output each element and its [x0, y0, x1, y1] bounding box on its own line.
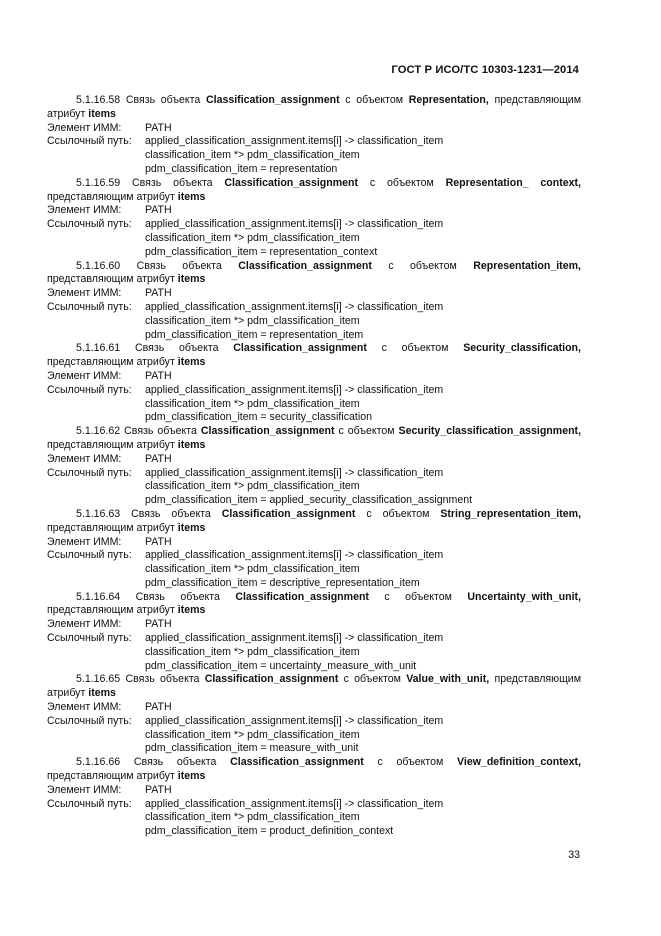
- clause-number: 5.1.16.62: [76, 425, 121, 438]
- entry-heading: [47, 508, 581, 536]
- reference-path-label: Ссылочный путь:: [47, 549, 132, 562]
- source-entity: Classification_assignment: [224, 176, 359, 189]
- aim-element-value: PATH: [145, 452, 172, 465]
- reference-path-line: pdm_classification_item = applied_security_classification_assignment: [145, 494, 473, 507]
- aim-element-row: [47, 701, 581, 715]
- mapping-entries: [47, 94, 581, 839]
- entry-heading: [47, 673, 581, 701]
- heading-text: с объектом: [388, 259, 457, 272]
- aim-element-value: PATH: [145, 121, 172, 134]
- reference-path-label: Ссылочный путь:: [47, 383, 132, 396]
- reference-path-row: [47, 549, 581, 563]
- reference-path-label: Ссылочный путь:: [47, 300, 132, 313]
- aim-element-label: Элемент ИММ:: [47, 204, 122, 217]
- aim-element-value: PATH: [145, 701, 172, 714]
- reference-path-line: applied_classification_assignment.items[i] -> classification_item: [145, 714, 444, 727]
- mapping-entry: [47, 591, 581, 674]
- source-entity: Classification_assignment: [204, 673, 339, 686]
- reference-path-row: [47, 715, 581, 729]
- reference-path-line: pdm_classification_item = security_classification: [145, 411, 372, 424]
- aim-element-value: PATH: [145, 287, 172, 300]
- mapping-entry: [47, 342, 581, 425]
- reference-path-row: [47, 218, 581, 232]
- aim-element-row: [47, 618, 581, 632]
- source-entity: Classification_assignment: [230, 756, 364, 769]
- reference-path-line: pdm_classification_item = representation_item: [145, 328, 364, 341]
- aim-element-value: PATH: [145, 618, 172, 631]
- heading-text: Связь объекта: [136, 259, 222, 272]
- reference-path-label: Ссылочный путь:: [47, 218, 132, 231]
- target-entity: String_representation_item,: [440, 507, 582, 520]
- heading-text: представляющим атрибут: [47, 770, 175, 783]
- target-entity: Representation,: [408, 94, 489, 106]
- attribute-name: items: [177, 604, 206, 617]
- heading-text: представляющим атрибут: [47, 356, 175, 369]
- attribute-name: items: [177, 438, 206, 451]
- heading-text: представляющим атрибут: [47, 190, 175, 203]
- reference-path-line: classification_item *> pdm_classification_item: [145, 231, 360, 244]
- heading-text: представляющим атрибут: [47, 94, 582, 120]
- target-entity: Value_with_unit,: [406, 673, 490, 686]
- mapping-entry: [47, 673, 581, 756]
- clause-number: 5.1.16.65: [76, 673, 121, 686]
- reference-path-line: classification_item *> pdm_classification_item: [145, 563, 360, 576]
- heading-text: с объектом: [338, 425, 395, 438]
- clause-number: 5.1.16.63: [76, 507, 121, 520]
- clause-number: 5.1.16.59: [76, 176, 121, 189]
- aim-element-row: [47, 536, 581, 550]
- mapping-entry: [47, 425, 581, 508]
- source-entity: Classification_assignment: [200, 425, 335, 438]
- page-number: 33: [568, 849, 580, 861]
- heading-text: представляющим атрибут: [47, 438, 175, 451]
- clause-number: 5.1.16.66: [76, 756, 121, 769]
- reference-path-line: classification_item *> pdm_classification_item: [145, 397, 360, 410]
- reference-path-line: pdm_classification_item = representation_context: [145, 245, 378, 258]
- mapping-entry: [47, 260, 581, 343]
- reference-path-line: classification_item *> pdm_classification_item: [145, 728, 360, 741]
- aim-element-row: [47, 287, 581, 301]
- heading-text: с объектом: [366, 507, 430, 520]
- heading-text: Связь объекта: [125, 673, 200, 686]
- source-entity: Classification_assignment: [238, 259, 372, 272]
- page-header: ГОСТ Р ИСО/ТС 10303-1231—2014: [391, 64, 579, 76]
- reference-path-label: Ссылочный путь:: [47, 466, 132, 479]
- mapping-entry: [47, 508, 581, 591]
- reference-path-label: Ссылочный путь:: [47, 714, 132, 727]
- aim-element-label: Элемент ИММ:: [47, 701, 122, 714]
- attribute-name: items: [88, 107, 116, 120]
- source-entity: Classification_assignment: [233, 342, 367, 355]
- heading-text: с объектом: [369, 176, 434, 189]
- reference-path-line: classification_item *> pdm_classification_item: [145, 811, 360, 824]
- reference-path-line: applied_classification_assignment.items[i] -> classification_item: [145, 218, 444, 231]
- entry-heading: [47, 94, 581, 122]
- attribute-name: items: [88, 687, 116, 700]
- mapping-entry: [47, 756, 581, 839]
- target-entity: Representation_ context,: [445, 176, 581, 189]
- reference-path-line: classification_item *> pdm_classification_item: [145, 480, 360, 493]
- attribute-name: items: [177, 770, 206, 783]
- reference-path-line: pdm_classification_item = representation: [145, 162, 338, 175]
- reference-path-line: pdm_classification_item = product_definition_context: [145, 825, 394, 838]
- heading-text: Связь объекта: [133, 756, 217, 769]
- heading-text: Связь объекта: [134, 342, 219, 355]
- entry-heading: [47, 756, 581, 784]
- entry-heading: [47, 342, 581, 370]
- heading-text: Связь объекта: [124, 425, 197, 438]
- reference-path-line: applied_classification_assignment.items[i] -> classification_item: [145, 797, 444, 810]
- entry-heading: [47, 591, 581, 619]
- reference-path-line: applied_classification_assignment.items[i] -> classification_item: [145, 383, 444, 396]
- aim-element-row: [47, 453, 581, 467]
- heading-text: с объектом: [384, 590, 452, 603]
- reference-path-line: applied_classification_assignment.items[i] -> classification_item: [145, 549, 444, 562]
- reference-path-line: pdm_classification_item = uncertainty_measure_with_unit: [145, 659, 417, 672]
- reference-path-row: [47, 798, 581, 812]
- aim-element-label: Элемент ИММ:: [47, 452, 122, 465]
- reference-path-line: applied_classification_assignment.items[i] -> classification_item: [145, 632, 444, 645]
- entry-heading: [47, 425, 581, 453]
- attribute-name: items: [177, 356, 206, 369]
- heading-text: Связь объекта: [125, 94, 201, 106]
- heading-text: Связь объекта: [131, 507, 211, 520]
- aim-element-label: Элемент ИММ:: [47, 369, 122, 382]
- reference-path-line: applied_classification_assignment.items[i] -> classification_item: [145, 466, 444, 479]
- reference-path-line: classification_item *> pdm_classification_item: [145, 149, 360, 162]
- clause-number: 5.1.16.60: [76, 259, 121, 272]
- aim-element-label: Элемент ИММ:: [47, 783, 122, 796]
- reference-path-line: classification_item *> pdm_classification_item: [145, 645, 360, 658]
- target-entity: Security_classification_assignment,: [398, 425, 582, 438]
- reference-path-line: applied_classification_assignment.items[i] -> classification_item: [145, 135, 444, 148]
- reference-path-line: classification_item *> pdm_classification_item: [145, 314, 360, 327]
- heading-text: Связь объекта: [132, 176, 213, 189]
- reference-path-row: [47, 384, 581, 398]
- heading-text: с объектом: [381, 342, 449, 355]
- document-body: [47, 94, 581, 839]
- heading-text: представляющим атрибут: [47, 604, 175, 617]
- attribute-name: items: [177, 190, 206, 203]
- target-entity: Uncertainty_with_unit,: [467, 590, 582, 603]
- target-entity: View_definition_context,: [457, 756, 582, 769]
- aim-element-label: Элемент ИММ:: [47, 287, 122, 300]
- clause-number: 5.1.16.58: [76, 94, 121, 106]
- aim-element-value: PATH: [145, 369, 172, 382]
- heading-text: с объектом: [345, 94, 404, 106]
- aim-element-row: [47, 122, 581, 136]
- mapping-entry: [47, 94, 581, 177]
- target-entity: Representation_item,: [473, 259, 581, 272]
- aim-element-value: PATH: [145, 783, 172, 796]
- reference-path-line: pdm_classification_item = measure_with_unit: [145, 742, 359, 755]
- reference-path-label: Ссылочный путь:: [47, 797, 132, 810]
- entry-heading: [47, 260, 581, 288]
- reference-path-row: [47, 301, 581, 315]
- reference-path-row: [47, 632, 581, 646]
- clause-number: 5.1.16.61: [76, 342, 121, 355]
- aim-element-value: PATH: [145, 535, 172, 548]
- reference-path-line: applied_classification_assignment.items[i] -> classification_item: [145, 300, 444, 313]
- heading-text: Связь объекта: [135, 590, 220, 603]
- aim-element-label: Элемент ИММ:: [47, 535, 122, 548]
- entry-heading: [47, 177, 581, 205]
- heading-text: с объектом: [343, 673, 401, 686]
- source-entity: Classification_assignment: [235, 590, 369, 603]
- target-entity: Security_classification,: [463, 342, 581, 355]
- reference-path-label: Ссылочный путь:: [47, 135, 132, 148]
- reference-path-row: [47, 467, 581, 481]
- aim-element-row: [47, 784, 581, 798]
- aim-element-value: PATH: [145, 204, 172, 217]
- aim-element-row: [47, 204, 581, 218]
- reference-path-label: Ссылочный путь:: [47, 632, 132, 645]
- source-entity: Classification_assignment: [221, 507, 356, 520]
- heading-text: представляющим атрибут: [47, 273, 175, 286]
- heading-text: представляющим атрибут: [47, 521, 175, 534]
- source-entity: Classification_assignment: [205, 94, 340, 106]
- attribute-name: items: [177, 273, 206, 286]
- reference-path-row: [47, 135, 581, 149]
- aim-element-label: Элемент ИММ:: [47, 618, 122, 631]
- aim-element-label: Элемент ИММ:: [47, 121, 122, 134]
- reference-path-line: pdm_classification_item = descriptive_representation_item: [145, 576, 420, 589]
- clause-number: 5.1.16.64: [76, 590, 121, 603]
- mapping-entry: [47, 177, 581, 260]
- attribute-name: items: [177, 521, 206, 534]
- aim-element-row: [47, 370, 581, 384]
- heading-text: с объектом: [377, 756, 444, 769]
- heading-text: представляющим атрибут: [47, 673, 582, 700]
